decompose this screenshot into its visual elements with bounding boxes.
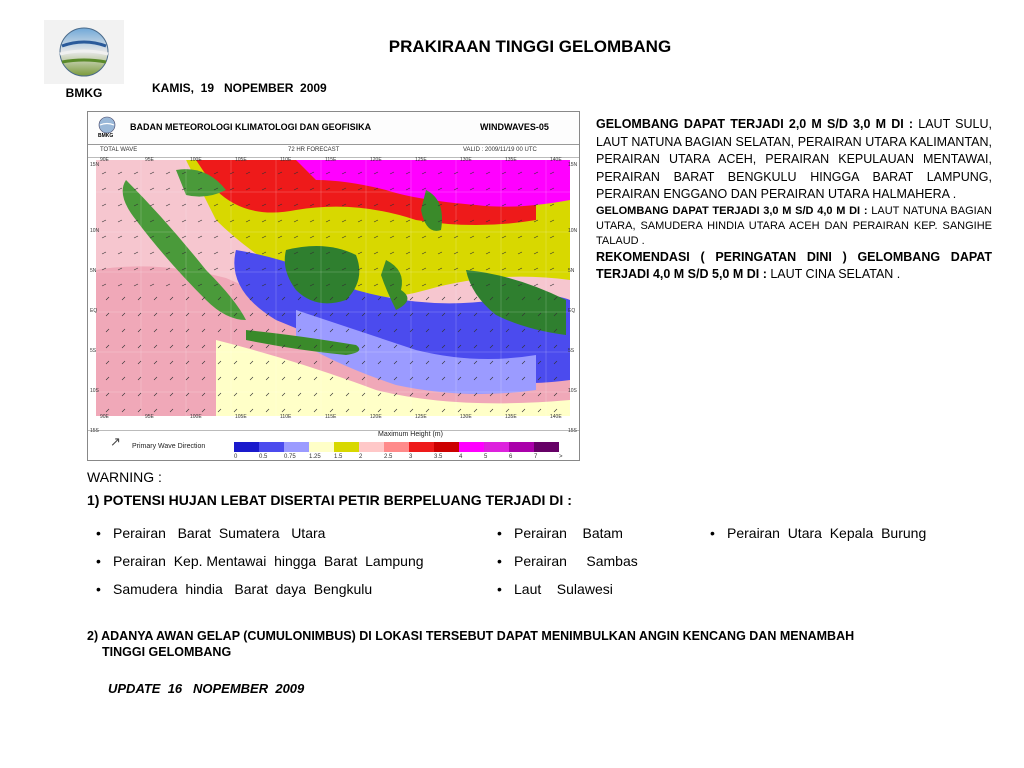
warning-point-2-line2: TINGGI GELOMBANG	[102, 645, 232, 659]
legend-swatch	[359, 442, 384, 452]
longitude-label: 115E	[325, 157, 337, 163]
legend-swatch	[284, 442, 309, 452]
map-product: WINDWAVES-05	[480, 122, 549, 132]
map-legend	[88, 430, 579, 461]
update-date: UPDATE 16 NOPEMBER 2009	[108, 681, 305, 696]
latitude-label: 15N	[568, 162, 578, 168]
latitude-label: 10S	[90, 388, 99, 394]
legend-tick: 6	[509, 454, 513, 460]
list-item: • Perairan Barat Sumatera Utara	[87, 525, 424, 553]
legend-tick: 3.5	[434, 454, 443, 460]
latitude-label: 10N	[90, 228, 100, 234]
longitude-label: 100E	[190, 414, 202, 420]
warning-list-b	[488, 525, 638, 609]
forecast-heading-2: GELOMBANG DAPAT TERJADI 3,0 M S/D 4,0 M DI :	[596, 204, 868, 217]
legend-height-title: Maximum Height (m)	[378, 431, 443, 438]
latitude-label: 5S	[568, 348, 575, 354]
longitude-label: 120E	[370, 157, 382, 163]
latitude-label: 15S	[568, 428, 577, 434]
list-item: • Samudera hindia Barat daya Bengkulu	[87, 581, 424, 609]
forecast-date: KAMIS, 19 NOPEMBER 2009	[152, 81, 327, 95]
longitude-label: 130E	[460, 157, 472, 163]
legend-swatch	[384, 442, 409, 452]
latitude-label: 15N	[90, 162, 100, 168]
wave-direction-arrow-icon: ↗	[110, 434, 121, 449]
list-item: • Perairan Batam	[488, 525, 638, 553]
bmkg-label: BMKG	[65, 86, 103, 100]
map-header	[88, 112, 579, 145]
latitude-label: 15S	[90, 428, 99, 434]
latitude-label: EQ	[90, 308, 98, 314]
longitude-label: 110E	[280, 414, 292, 420]
latitude-label: 10S	[568, 388, 577, 394]
wave-map-panel	[87, 111, 580, 461]
legend-tick: 0	[234, 454, 238, 460]
legend-swatch	[509, 442, 534, 452]
warning-heading: WARNING :	[87, 469, 162, 485]
longitude-label: 105E	[235, 414, 247, 420]
legend-swatch	[259, 442, 284, 452]
longitude-label: 130E	[460, 414, 472, 420]
legend-swatch	[334, 442, 359, 452]
longitude-label: 90E	[100, 414, 109, 420]
latitude-label: EQ	[568, 308, 576, 314]
longitude-label: 125E	[415, 414, 427, 420]
warning-list-a	[87, 525, 424, 609]
legend-tick: >	[559, 454, 563, 460]
longitude-label: 105E	[235, 157, 247, 163]
latitude-label: 5N	[90, 268, 97, 274]
legend-tick: 2	[359, 454, 363, 460]
valid-label: VALID : 2009/11/19 00 UTC	[463, 147, 537, 153]
warning-list-c	[701, 525, 926, 553]
forecast-paragraph-1	[596, 116, 992, 204]
forecast-areas-2: LAUT NATUNA BAGIAN UTARA, SAMUDERA HINDIA UTARA ACEH DAN PERAIRAN KEP. SANGIHE TALAUD .	[596, 204, 992, 247]
forecast-heading-1: GELOMBANG DAPAT TERJADI 2,0 M S/D 3,0 M DI :	[596, 117, 914, 131]
longitude-label: 100E	[190, 157, 202, 163]
map-agency: BADAN METEOROLOGI KLIMATOLOGI DAN GEOFISIKA	[130, 122, 372, 132]
legend-swatch	[309, 442, 334, 452]
latitude-label: 5S	[90, 348, 97, 354]
longitude-label: 95E	[145, 414, 154, 420]
latitude-label: 10N	[568, 228, 578, 234]
page-title: PRAKIRAAN TINGGI GELOMBANG	[388, 37, 672, 56]
wave-map-svg	[96, 160, 570, 416]
forecast-areas-3: LAUT CINA SELATAN .	[766, 267, 901, 281]
forecast-paragraph-3	[596, 249, 992, 284]
legend-tick: 1.25	[309, 454, 321, 460]
forecast-areas-1: LAUT SULU, LAUT NATUNA BAGIAN SELATAN, PERAIRAN UTARA KALIMANTAN, PERAIRAN UTARA ACEH, PERAIRAN KEPULAUAN MENTAWAI, PERAIRAN BARAT BENGKULU HINGGA BARAT LAMPUNG, PERAIRAN ENGGANO DAN PERAIRAN UTARA HALMAHERA .	[596, 117, 992, 201]
legend-swatch	[434, 442, 459, 452]
forecast-text	[596, 116, 992, 284]
legend-tick: 5	[484, 454, 488, 460]
map-logo-text: BMKG	[98, 133, 114, 139]
total-wave-label: TOTAL WAVE	[100, 147, 138, 153]
list-item: • Laut Sulawesi	[488, 581, 638, 609]
longitude-label: 135E	[505, 157, 517, 163]
warning-point-2-line1: 2) ADANYA AWAN GELAP (CUMULONIMBUS) DI LOKASI TERSEBUT DAPAT MENIMBULKAN ANGIN KENCANG DAN MENAMBAH	[87, 629, 855, 643]
legend-tick: 7	[534, 454, 538, 460]
longitude-label: 120E	[370, 414, 382, 420]
legend-tick: 4	[459, 454, 463, 460]
wave-height-map	[96, 160, 570, 416]
legend-swatch	[459, 442, 484, 452]
legend-tick: 3	[409, 454, 413, 460]
list-item: • Perairan Sambas	[488, 553, 638, 581]
longitude-label: 135E	[505, 414, 517, 420]
longitude-label: 140E	[550, 157, 562, 163]
longitude-label: 115E	[325, 414, 337, 420]
warning-point-2	[87, 628, 987, 660]
legend-direction-label: Primary Wave Direction	[132, 443, 206, 450]
legend-tick: 0.5	[259, 454, 268, 460]
legend-swatch	[234, 442, 259, 452]
longitude-label: 110E	[280, 157, 292, 163]
list-item: • Perairan Utara Kepala Burung	[701, 525, 926, 553]
longitude-label: 140E	[550, 414, 562, 420]
legend-tick: 0.75	[284, 454, 296, 460]
forecast-label: 72 HR FORECAST	[288, 147, 340, 153]
map-bmkg-icon	[98, 116, 116, 134]
longitude-label: 90E	[100, 157, 109, 163]
list-item: • Perairan Kep. Mentawai hingga Barat Lampung	[87, 553, 424, 581]
forecast-paragraph-2	[596, 204, 992, 249]
longitude-label: 95E	[145, 157, 154, 163]
legend-tick: 2.5	[384, 454, 393, 460]
latitude-label: 5N	[568, 268, 575, 274]
longitude-label: 125E	[415, 157, 427, 163]
legend-tick: 1.5	[334, 454, 343, 460]
legend-swatch	[484, 442, 509, 452]
legend-swatch	[409, 442, 434, 452]
forecast-heading-3: REKOMENDASI ( PERINGATAN DINI ) GELOMBANG DAPAT TERJADI 4,0 M S/D 5,0 M DI :	[596, 249, 992, 281]
warning-point-1: 1) POTENSI HUJAN LEBAT DISERTAI PETIR BERPELUANG TERJADI DI :	[87, 492, 572, 508]
legend-swatch	[534, 442, 559, 452]
